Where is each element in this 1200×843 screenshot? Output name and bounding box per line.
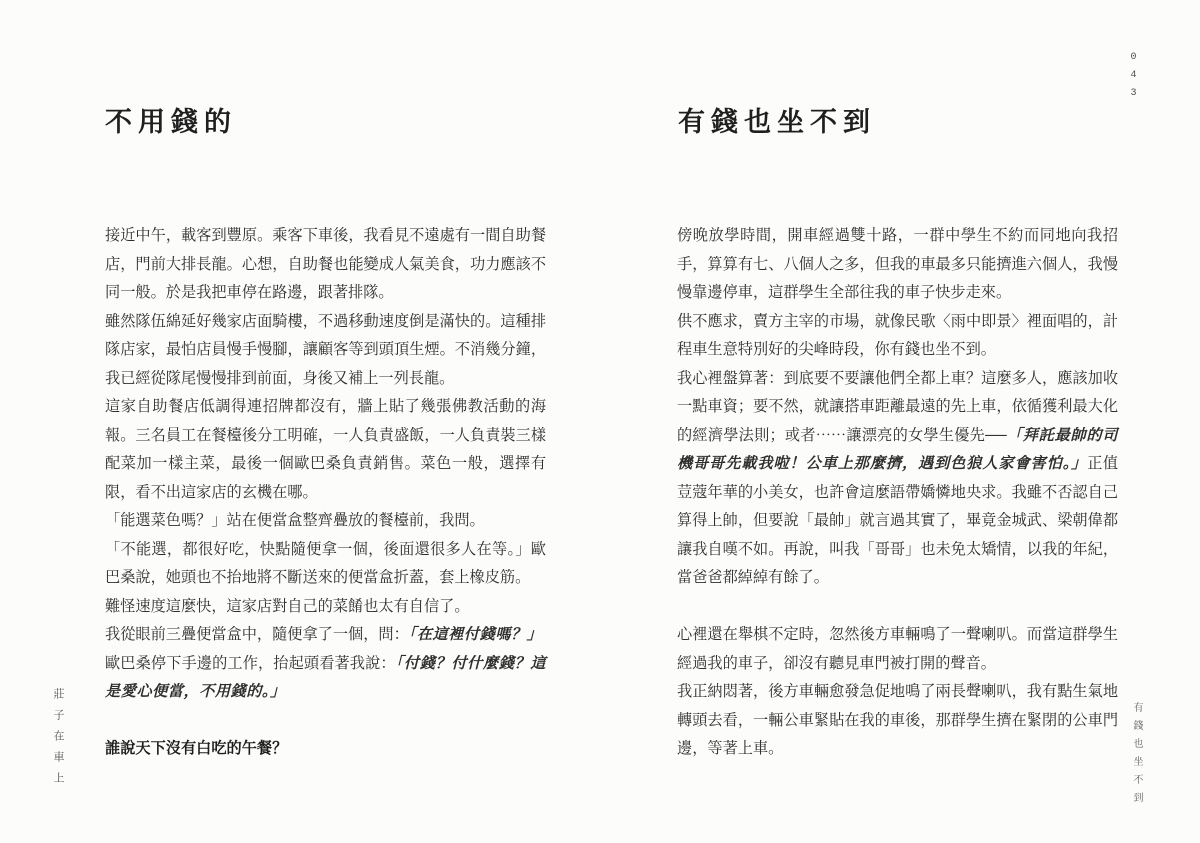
body-text: 供不應求，賣方主宰的市場，就像民歌〈雨中即景〉裡面唱的，計程車生意特別好的尖峰時段，你有錢也坐不到。 [677,312,1118,358]
body-text: 我正納悶著，後方車輛愈發急促地鳴了兩長聲喇叭，我有點生氣地轉頭去看，一輛公車緊貼在我的車後，那群學生擠在緊閉的公車門邊，等著上車。 [677,683,1118,757]
right-page-paragraphs-block1 [677,222,1118,593]
left-page-closing-line: 誰說天下沒有白吃的午餐？ [105,740,288,757]
right-margin-chapter-caption: 有錢也坐不到 [1131,702,1142,810]
body-text: 接近中午，載客到豐原。乘客下車後，我看見不遠處有一間自助餐店，門前大排長龍。心想，自助餐也能變成人氣美食，功力應該不同一般。於是我把車停在路邊，跟著排隊。 [105,227,546,301]
body-text: 這家自助餐店低調得連招牌都沒有，牆上貼了幾張佛教活動的海報。三名員工在餐檯後分工明確，一人負責盛飯，一人負責裝三樣配菜加一樣主菜，最後一個歐巴桑負責銷售。菜色一般，選擇有限，看不出這家店的玄機在哪。 [105,398,546,501]
left-page-body [105,222,546,764]
paragraph [105,650,546,707]
paragraph [677,678,1118,764]
right-page-paragraphs-block2 [677,621,1118,764]
quoted-dialogue-text: 「付錢？付什麼錢？這是愛心便當，不用錢的。」 [105,654,547,700]
paragraph [105,507,546,536]
paragraph [105,308,546,394]
body-text: 「能選菜色嗎？」站在便當盒整齊疊放的餐檯前，我問。 [105,512,485,529]
paragraph [677,621,1118,678]
paragraph [105,621,546,650]
body-text: 歐巴桑停下手邊的工作，抬起頭看著我說： [105,654,396,672]
body-text: 難怪速度這麼快，這家店對自己的菜餚也太有自信了。 [105,597,470,615]
paragraph [105,593,546,622]
paragraph [105,393,546,507]
left-page-paragraphs [105,222,546,707]
body-text: 我心裡盤算著：到底要不要讓他們全都上車？這麼多人，應該加收一點車資；要不然，就讓搭車距離最遠的先上車，依循獲利最大化的經濟學法則；或者⋯⋯讓漂亮的女學生優先── [677,369,1118,444]
page-number: 043 [1128,52,1139,106]
paragraph [105,536,546,593]
paragraph [105,222,546,308]
body-text: 心裡還在舉棋不定時，忽然後方車輛鳴了一聲喇叭。而當這群學生經過我的車子，卻沒有聽見車門被打開的聲音。 [677,626,1118,672]
right-chapter-title: 有錢也坐不到 [678,107,876,138]
paragraph [677,222,1118,308]
paragraph [677,365,1118,593]
left-chapter-title: 不用錢的 [105,107,237,138]
body-text: 正值荳蔻年華的小美女，也許會這麼語帶嬌憐地央求。我雖不否認自己算得上帥，但要說「最帥」就言過其實了，畢竟金城武、梁朝偉都讓我自嘆不如。再說，叫我「哥哥」也未免太矯情，以我的年紀，當爸爸都綽綽有餘了。 [677,455,1119,586]
body-text: 我從眼前三疊便當盒中，隨便拿了一個，問： [105,626,409,643]
body-text: 「不能選，都很好吃，快點隨便拿一個，後面還很多人在等。」歐巴桑說，她頭也不抬地將不斷送來的便當盒折蓋，套上橡皮筋。 [105,540,546,586]
body-text: 傍晚放學時間，開車經過雙十路，一群中學生不約而同地向我招手，算算有七、八個人之多，但我的車最多只能擠進六個人，我慢慢靠邊停車，這群學生全部往我的車子快步走來。 [677,227,1118,301]
right-page-body [677,222,1118,764]
book-spine-title: 莊子在車上 [52,688,64,793]
body-text: 雖然隊伍綿延好幾家店面騎樓，不過移動速度倒是滿快的。這種排隊店家，最怕店員慢手慢腳，讓顧客等到頭頂生煙。不消幾分鐘，我已經從隊尾慢慢排到前面，身後又補上一列長龍。 [105,312,546,387]
quoted-dialogue-text: 「拜託最帥的司機哥哥先載我啦！公車上那麼擠，遇到色狼人家會害怕。」 [677,426,1118,472]
quoted-dialogue-text: 「在這裡付錢嗎？」 [408,626,543,643]
paragraph [677,308,1118,365]
